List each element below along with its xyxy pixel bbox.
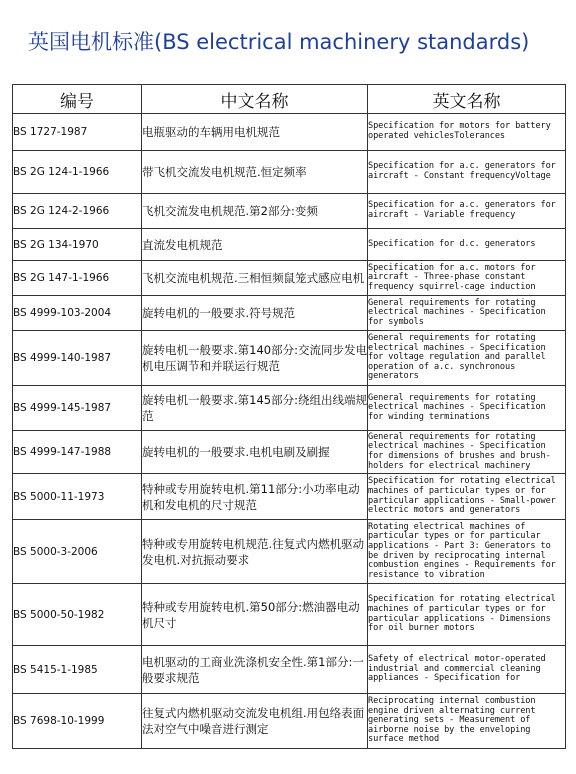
standard-code: BS 2G 134-1970 — [13, 229, 142, 261]
english-title: Specification for motors for battery operated vehiclesTolerances — [368, 114, 566, 151]
table-row — [13, 151, 566, 194]
standard-code: BS 2G 124-1-1966 — [13, 151, 142, 194]
chinese-title: 特种或专用旋转电机规范.往复式内燃机驱动发电机.对抗振动要求 — [142, 520, 368, 584]
column-header-english-name: 英文名称 — [368, 85, 566, 114]
chinese-title: 电瓶驱动的车辆用电机规范 — [142, 114, 368, 151]
english-title: Rotating electrical machines of particular types or for particular applications - Part 3: Generators to be driven by reciprocating internal combustion engines - Requirements for resistance to vibration — [368, 520, 566, 584]
standard-code: BS 5000-3-2006 — [13, 520, 142, 584]
standard-code: BS 2G 124-2-1966 — [13, 194, 142, 229]
standards-table — [12, 84, 566, 749]
standard-code: BS 7698-10-1999 — [13, 694, 142, 749]
table-row — [13, 386, 566, 431]
table-header-row — [13, 85, 566, 114]
chinese-title: 旋转电机的一般要求.电机电刷及刷握 — [142, 431, 368, 474]
english-title: General requirements for rotating electrical machines - Specification for voltage regulation and parallel operation of a.c. synchronous generators — [368, 331, 566, 386]
english-title: Reciprocating internal combustion engine driven alternating current generating sets - Measurement of airborne noise by the enveloping surface method — [368, 694, 566, 749]
standard-code: BS 4999-147-1988 — [13, 431, 142, 474]
english-title: General requirements for rotating electrical machines - Specification for winding terminations — [368, 386, 566, 431]
standard-code: BS 2G 147-1-1966 — [13, 261, 142, 296]
english-title: Specification for rotating electrical machines of particular types or for particular applications - Dimensions for oil burner motors — [368, 584, 566, 646]
english-title: General requirements for rotating electrical machines - Specification for symbols — [368, 296, 566, 331]
column-header-chinese-name: 中文名称 — [142, 85, 368, 114]
english-title: Specification for a.c. motors for aircraft - Three-phase constant frequency squirrel-cage induction — [368, 261, 566, 296]
chinese-title: 带飞机交流发电机规范.恒定频率 — [142, 151, 368, 194]
table-row — [13, 194, 566, 229]
table-row — [13, 694, 566, 749]
standard-code: BS 1727-1987 — [13, 114, 142, 151]
table-row — [13, 331, 566, 386]
column-header-code: 编号 — [13, 85, 142, 114]
standard-code: BS 4999-145-1987 — [13, 386, 142, 431]
table-row — [13, 431, 566, 474]
table-row — [13, 584, 566, 646]
page-title: 英国电机标准(BS electrical machinery standards) — [28, 30, 530, 54]
english-title: Safety of electrical motor-operated industrial and commercial cleaning appliances - Specification for — [368, 646, 566, 694]
english-title: Specification for a.c. generators for aircraft - Variable frequency — [368, 194, 566, 229]
english-title: Specification for rotating electrical machines of particular types or for particular applications - Small-power electric motors and generators — [368, 474, 566, 520]
table-row — [13, 261, 566, 296]
chinese-title: 直流发电机规范 — [142, 229, 368, 261]
standard-code: BS 5000-50-1982 — [13, 584, 142, 646]
chinese-title: 飞机交流发电机规范.第2部分:变频 — [142, 194, 368, 229]
english-title: General requirements for rotating electrical machines - Specification for dimensions of brushes and brush-holders for electrical machinery — [368, 431, 566, 474]
table-row — [13, 229, 566, 261]
chinese-title: 旋转电机的一般要求.符号规范 — [142, 296, 368, 331]
chinese-title: 特种或专用旋转电机.第50部分:燃油器电动机尺寸 — [142, 584, 368, 646]
english-title: Specification for d.c. generators — [368, 229, 566, 261]
table-row — [13, 520, 566, 584]
chinese-title: 旋转电机一般要求.第145部分:绕组出线端规范 — [142, 386, 368, 431]
chinese-title: 往复式内燃机驱动交流发电机组.用包络表面法对空气中噪音进行测定 — [142, 694, 368, 749]
standard-code: BS 5415-1-1985 — [13, 646, 142, 694]
standard-code: BS 5000-11-1973 — [13, 474, 142, 520]
standard-code: BS 4999-103-2004 — [13, 296, 142, 331]
chinese-title: 电机驱动的工商业洗涤机安全性.第1部分:一般要求规范 — [142, 646, 368, 694]
standard-code: BS 4999-140-1987 — [13, 331, 142, 386]
chinese-title: 旋转电机一般要求.第140部分:交流同步发电机电压调节和并联运行规范 — [142, 331, 368, 386]
table-row — [13, 474, 566, 520]
chinese-title: 特种或专用旋转电机.第11部分:小功率电动机和发电机的尺寸规范 — [142, 474, 368, 520]
table-row — [13, 646, 566, 694]
table-row — [13, 114, 566, 151]
english-title: Specification for a.c. generators for aircraft - Constant frequencyVoltage — [368, 151, 566, 194]
table-row — [13, 296, 566, 331]
chinese-title: 飞机交流电机规范.三相恒频鼠笼式感应电机 — [142, 261, 368, 296]
